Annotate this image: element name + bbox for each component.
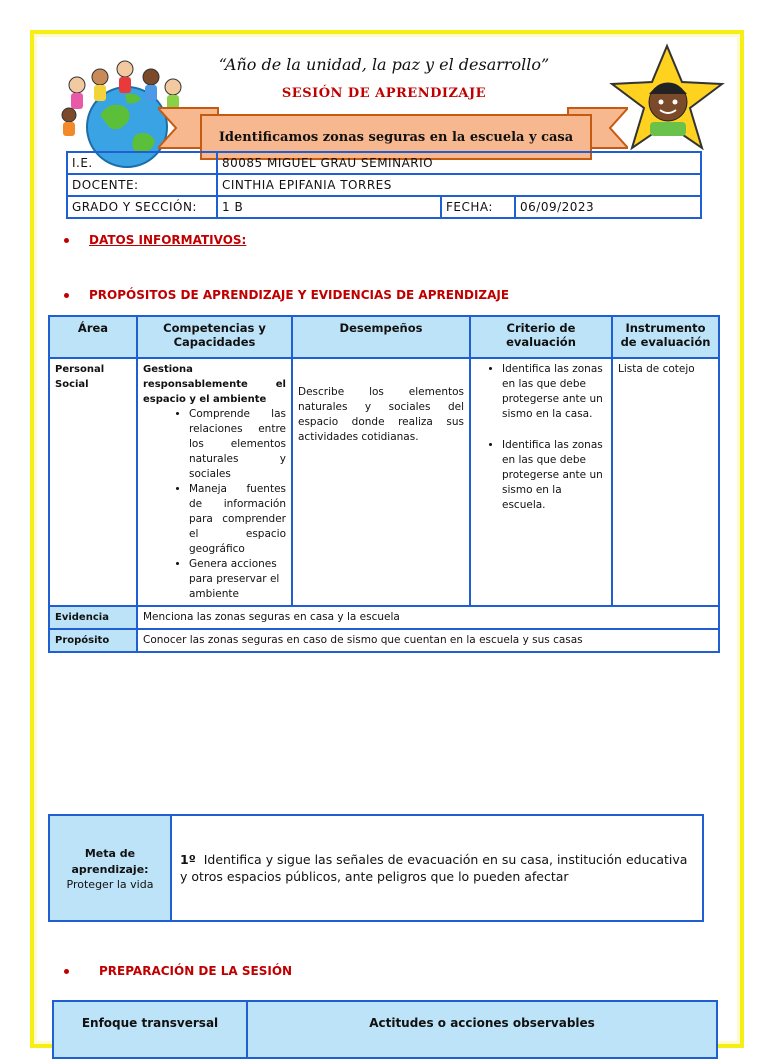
bullet-icon xyxy=(64,293,69,298)
propositos-table xyxy=(48,315,720,653)
table-row xyxy=(49,358,719,606)
table-row xyxy=(67,196,701,218)
list-item: • Maneja fuentes de información para comprender el espacio geográfico xyxy=(189,482,286,557)
meta-text: Identifica y sigue las señales de evacuación en su casa, institución educativa y otros espacios públicos, ante peligros que lo pueden afectar xyxy=(180,852,688,884)
proposito-label: Propósito xyxy=(49,629,137,652)
competencia-title: Gestiona responsablemente el espacio y el ambiente xyxy=(143,364,286,405)
grado-value: 1 B xyxy=(217,196,441,218)
list-item: • Identifica las zonas en las que debe protegerse ante un sismo en la escuela. xyxy=(502,438,606,513)
criterios-list xyxy=(476,362,606,513)
col-header-criterio: Criterio de evaluación xyxy=(470,316,612,358)
table-row xyxy=(67,174,701,196)
col-header-competencias: Competencias y Capacidades xyxy=(137,316,292,358)
list-item: • Comprende las relaciones entre los elementos naturales y sociales xyxy=(189,407,286,482)
list-item: • Identifica las zonas en las que debe protegerse ante un sismo en la casa. xyxy=(502,362,606,422)
section-datos-informativos: DATOS INFORMATIVOS: xyxy=(64,233,246,247)
info-table xyxy=(66,151,702,219)
table-header-row xyxy=(53,1001,717,1058)
col-header-desempenos: Desempeños xyxy=(292,316,470,358)
ie-value: 80085 MIGUEL GRAU SEMINARIO xyxy=(217,152,701,174)
docente-label: DOCENTE: xyxy=(67,174,217,196)
evidencia-value: Menciona las zonas seguras en casa y la escuela xyxy=(137,606,719,629)
bullet-icon xyxy=(64,969,69,974)
area-cell: Personal Social xyxy=(49,358,137,606)
meta-label-cell xyxy=(49,815,171,921)
proposito-value: Conocer las zonas seguras en caso de sismo que cuentan en la escuela y sus casas xyxy=(137,629,719,652)
meta-label: Meta de aprendizaje: xyxy=(71,846,149,876)
ie-label: I.E. xyxy=(67,152,217,174)
col-header-area: Área xyxy=(49,316,137,358)
table-header-row xyxy=(49,316,719,358)
col-header-enfoque: Enfoque transversal xyxy=(53,1001,247,1058)
session-title: SESIÓN DE APRENDIZAJE xyxy=(281,86,487,101)
meta-body xyxy=(171,815,703,921)
criterio-cell xyxy=(470,358,612,606)
year-motto: “Año de la unidad, la paz y el desarrollo” xyxy=(218,55,550,74)
table-row xyxy=(49,629,719,652)
fecha-label: FECHA: xyxy=(441,196,515,218)
docente-value: CINTHIA EPIFANIA TORRES xyxy=(217,174,701,196)
section-preparacion: PREPARACIÓN DE LA SESIÓN xyxy=(64,964,292,978)
grado-label: GRADO Y SECCIÓN: xyxy=(67,196,217,218)
desempeno-cell: Describe los elementos naturales y sociales del espacio donde realiza sus actividades cotidianas. xyxy=(292,358,470,606)
table-row xyxy=(67,152,701,174)
table-row xyxy=(49,815,703,921)
fecha-value: 06/09/2023 xyxy=(515,196,701,218)
instrumento-cell: Lista de cotejo xyxy=(612,358,719,606)
competencias-cell xyxy=(137,358,292,606)
capacidades-list xyxy=(143,407,286,602)
section-propositos: PROPÓSITOS DE APRENDIZAJE Y EVIDENCIAS DE APRENDIZAJE xyxy=(64,288,509,302)
meta-table xyxy=(48,814,704,922)
session-topic-banner: Identificamos zonas seguras en la escuela y casa xyxy=(200,114,592,160)
table-row xyxy=(49,606,719,629)
enfoque-table xyxy=(52,1000,718,1059)
col-header-actitudes: Actitudes o acciones observables xyxy=(247,1001,717,1058)
meta-sub: Proteger la vida xyxy=(66,877,154,891)
col-header-instrumento: Instrumento de evaluación xyxy=(612,316,719,358)
list-item: • Genera acciones para preservar el ambiente xyxy=(189,557,286,602)
bullet-icon xyxy=(64,238,69,243)
evidencia-label: Evidencia xyxy=(49,606,137,629)
meta-number: 1º xyxy=(180,852,196,867)
